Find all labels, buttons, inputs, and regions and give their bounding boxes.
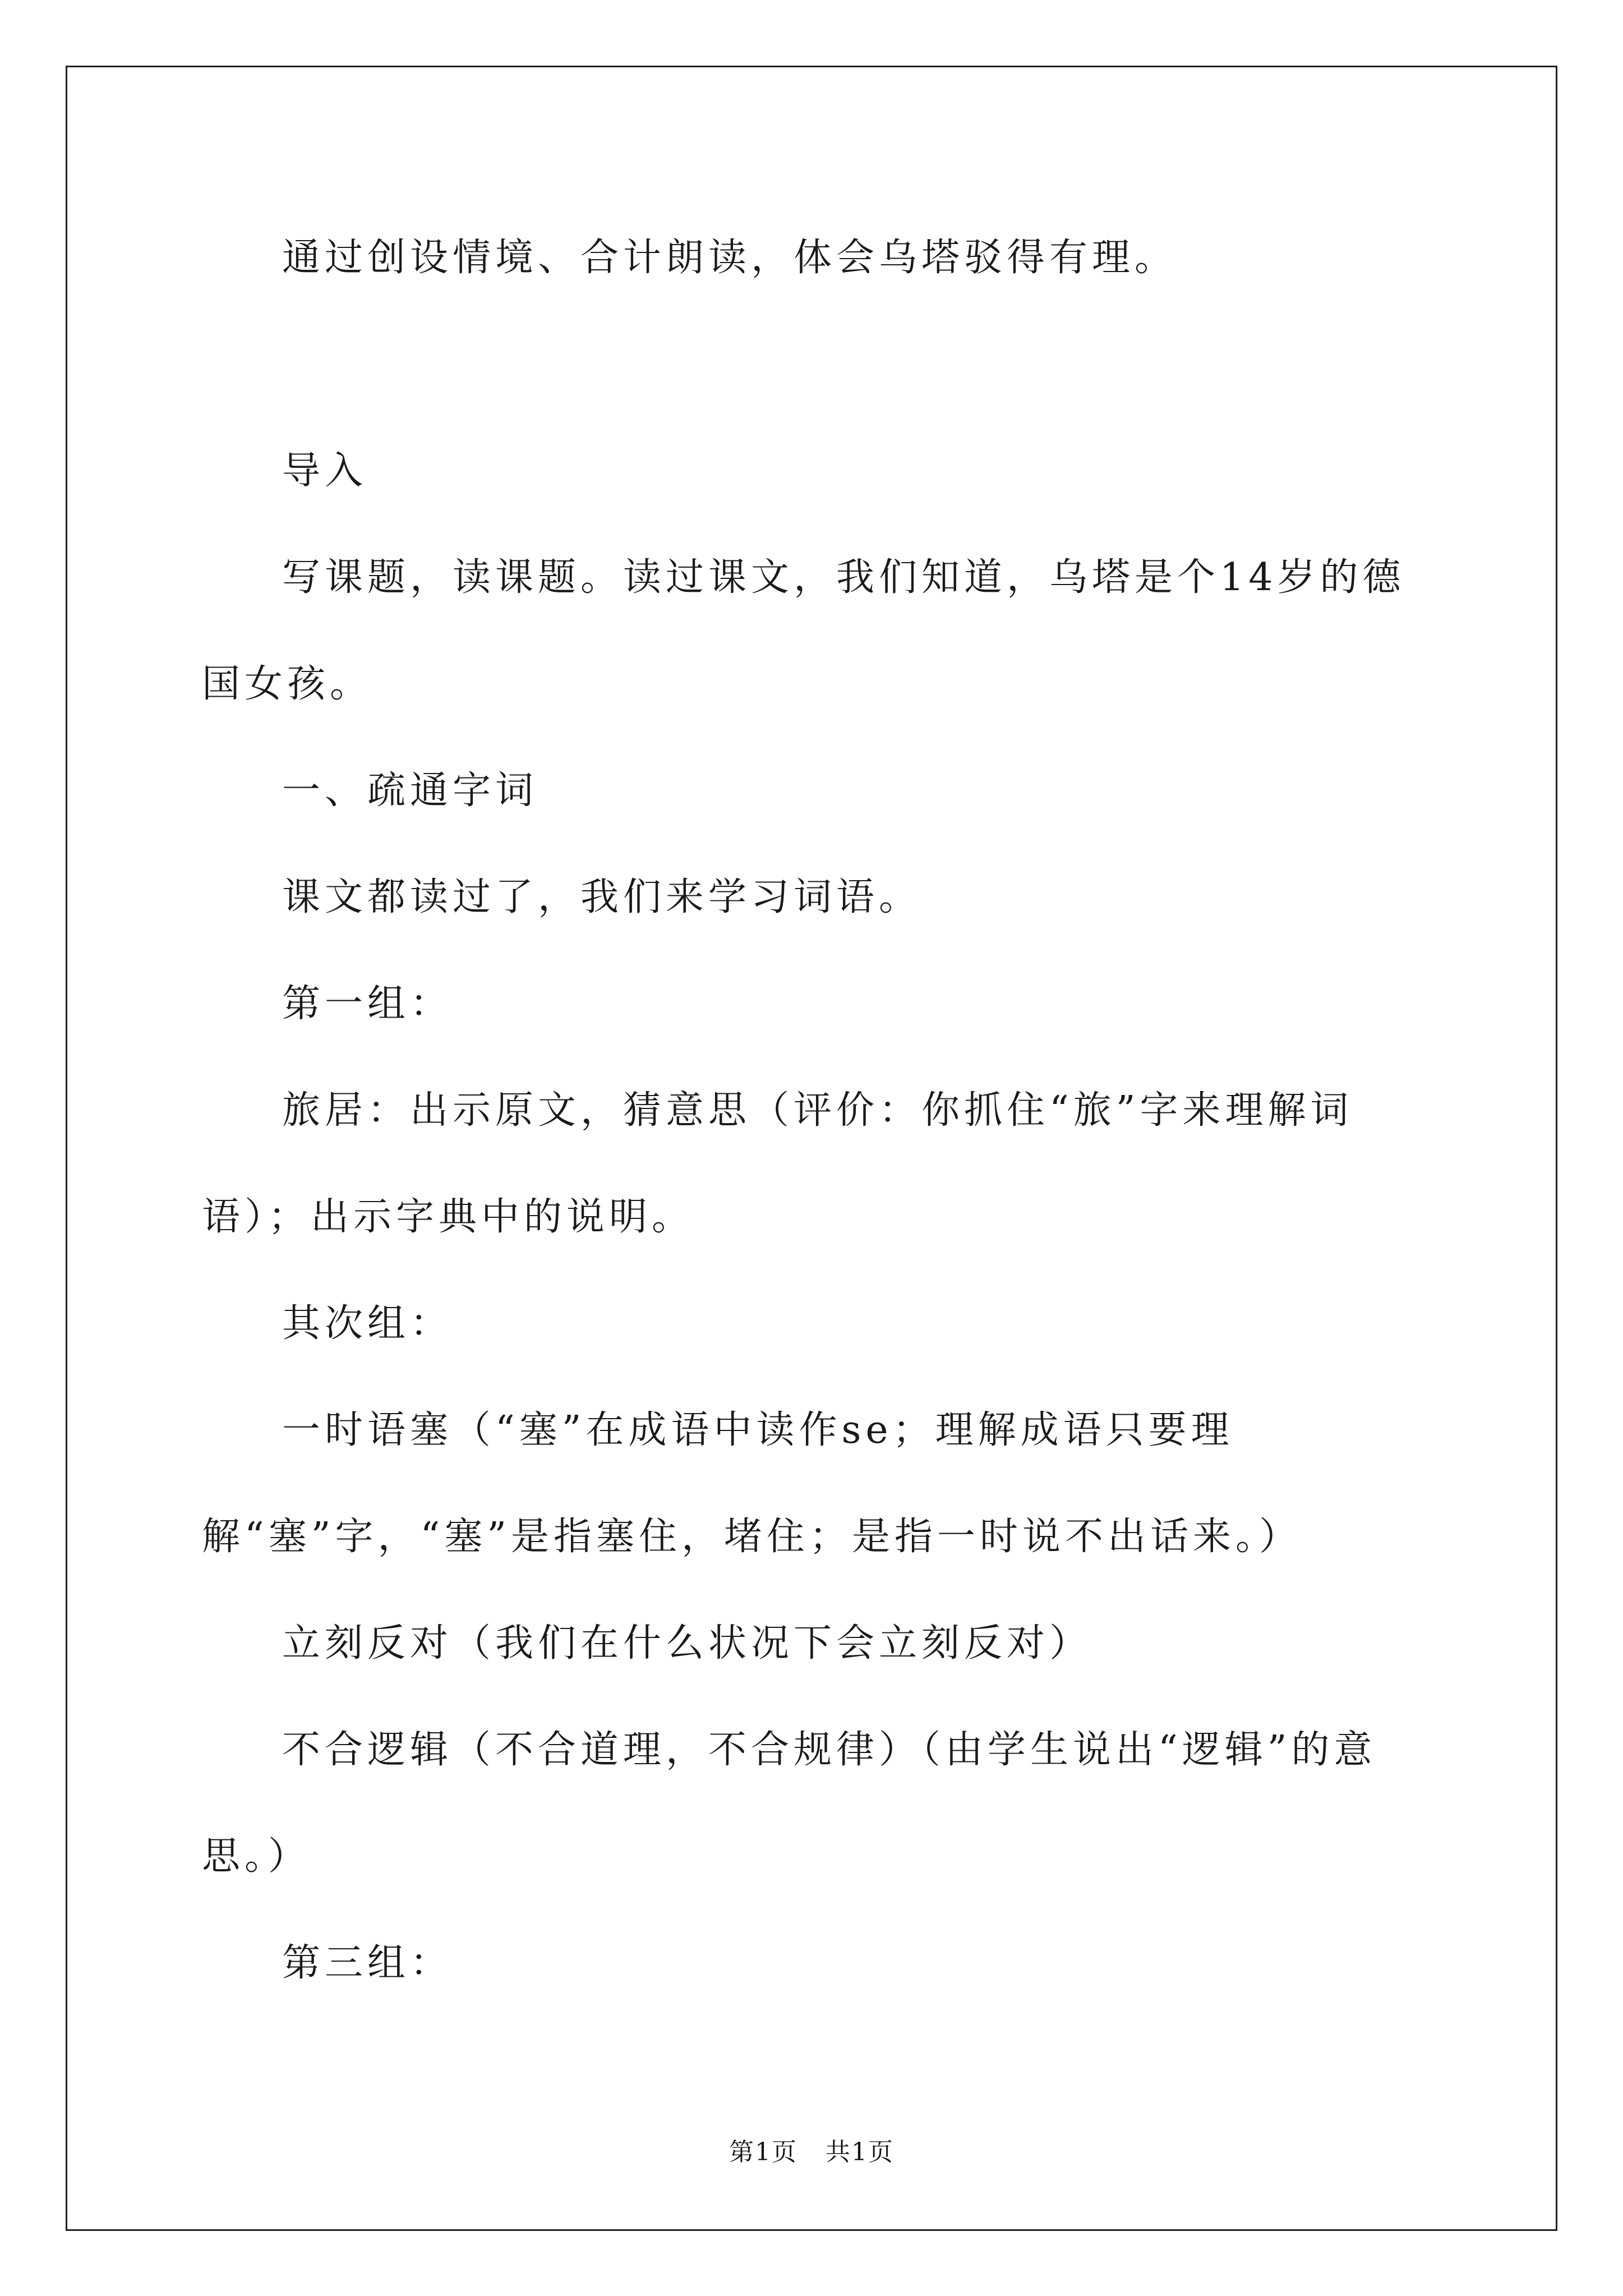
paragraph-lvju: 旅居：出示原文，猜意思（评价：你抓住“旅”字来理解词语）；出示字典中的说明。 xyxy=(202,1088,1353,1239)
document-body xyxy=(202,205,1436,2017)
heading-section-1: 一、疏通字词 xyxy=(282,769,538,813)
paragraph-buheluoji: 不合逻辑（不合道理，不合规律）（由学生说出“逻辑”的意思。） xyxy=(202,1728,1377,1879)
heading-group-2: 其次组： xyxy=(282,1301,453,1346)
paragraph-likefandui: 立刻反对（我们在什么状况下会立刻反对） xyxy=(282,1621,1092,1665)
page-footer xyxy=(0,2132,1623,2168)
paragraph-vocab-intro: 课文都读过了，我们来学习词语。 xyxy=(282,875,922,919)
paragraph-yishiyuse: 一时语塞（“塞”在成语中读作se；理解成语只要理解“塞”字，“塞”是指塞住，堵住；是指一时说不出话来。） xyxy=(202,1408,1302,1559)
heading-intro: 导入 xyxy=(282,449,368,493)
heading-group-1: 第一组： xyxy=(282,982,453,1026)
page-number-total: 共1页 xyxy=(826,2138,894,2166)
paragraph-goal: 通过创设情境、合计朗读，体会乌塔驳得有理。 xyxy=(282,236,1178,280)
paragraph-intro: 写课题，读课题。读过课文，我们知道，乌塔是个14岁的德国女孩。 xyxy=(202,555,1405,706)
heading-group-3: 第三组： xyxy=(282,1941,453,1985)
paragraph-spacer xyxy=(202,311,1436,418)
page-number-current: 第1页 xyxy=(729,2138,797,2166)
